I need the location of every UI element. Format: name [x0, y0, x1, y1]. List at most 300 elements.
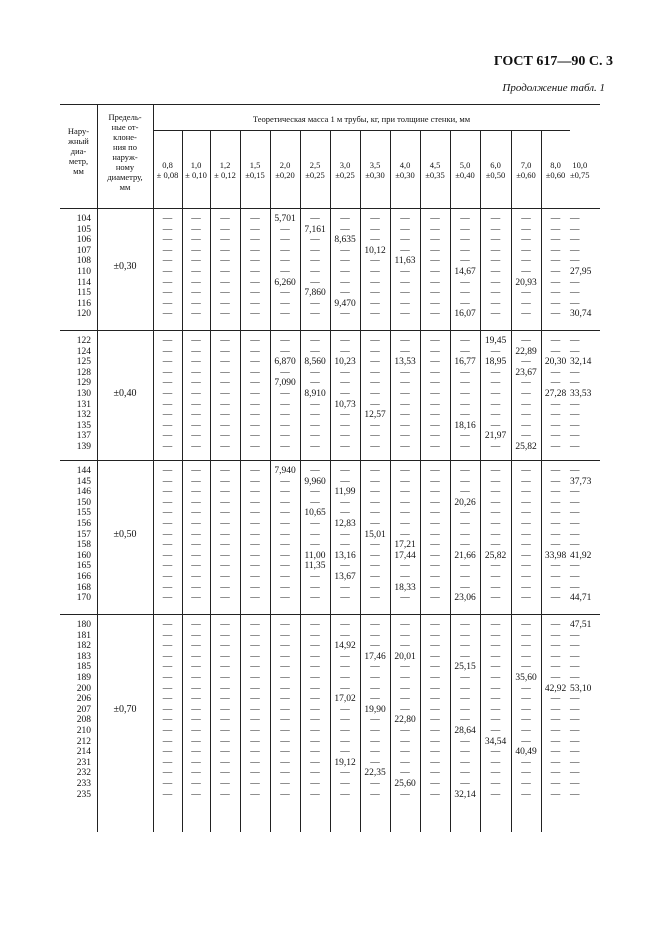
table-cell: —: [340, 466, 350, 476]
table-cell: —: [191, 245, 201, 256]
table-cell: —: [370, 757, 380, 768]
table-cell: 13,53: [394, 357, 416, 368]
wall-thickness-value: 0,8: [162, 160, 173, 170]
table-cell: —: [250, 245, 260, 256]
table-cell: —: [340, 651, 350, 662]
table-cell: —: [490, 476, 501, 487]
table-cell: 18,33: [394, 582, 416, 593]
table-cell: —: [490, 620, 501, 630]
table-cell: —: [162, 399, 173, 410]
table-cell: —: [430, 399, 440, 410]
table-cell: —: [490, 694, 501, 705]
table-cell: —: [400, 298, 410, 309]
table-cell: —: [400, 620, 410, 630]
table-cell: —: [400, 224, 410, 235]
table-cell: —: [570, 540, 580, 551]
table-cell: —: [430, 662, 440, 673]
table-cell: —: [310, 214, 320, 224]
table-cell: —: [490, 367, 501, 378]
table-cell: —: [490, 593, 501, 604]
table-cell: —: [162, 508, 173, 519]
table-cell: 11,35: [304, 561, 326, 572]
table-cell: —: [220, 378, 230, 389]
table-cell: —: [370, 519, 380, 529]
table-cell: —: [220, 267, 230, 277]
table-cell: —: [162, 593, 173, 604]
diameter-column-header: [60, 126, 97, 176]
table-cell: —: [400, 277, 410, 288]
table-cell: —: [550, 476, 561, 487]
table-cell: —: [340, 267, 350, 277]
table-cell: —: [430, 630, 440, 641]
table-cell: —: [340, 277, 350, 288]
table-cell: —: [250, 582, 260, 593]
table-cell: 8,910: [304, 389, 326, 399]
table-cell: —: [460, 572, 470, 582]
table-cell: —: [250, 540, 260, 551]
table-cell: 41,92: [570, 550, 592, 561]
table-cell: —: [340, 673, 350, 683]
wall-thickness-value: 1,0: [190, 160, 202, 170]
table-cell: —: [191, 683, 201, 694]
table-cell: —: [162, 256, 173, 267]
table-cell: —: [460, 235, 470, 246]
table-cell: —: [460, 288, 470, 299]
table-cell: —: [191, 476, 201, 487]
table-cell: —: [521, 256, 531, 267]
table-cell: —: [250, 768, 260, 779]
table-cell: —: [220, 651, 230, 662]
table-cell: —: [162, 389, 173, 399]
table-cell: —: [220, 245, 230, 256]
table-cell: —: [430, 715, 440, 726]
table-cell: —: [370, 298, 380, 309]
table-cell: —: [370, 442, 380, 452]
table-cell: —: [490, 630, 501, 641]
table-cell: —: [280, 572, 290, 582]
table-cell: —: [220, 715, 230, 726]
table-cell: 30,74: [570, 309, 592, 320]
table-cell: —: [430, 641, 440, 652]
table-top-border: [60, 104, 600, 105]
table-cell: —: [550, 367, 561, 378]
table-cell: 22,89: [515, 346, 537, 357]
table-cell: —: [250, 298, 260, 309]
table-cell: —: [162, 529, 173, 540]
table-cell: —: [490, 508, 501, 519]
table-cell: —: [191, 508, 201, 519]
table-cell: —: [370, 336, 380, 346]
table-cell: —: [370, 256, 380, 267]
table-cell: —: [250, 309, 260, 320]
header-line: наруж-: [112, 152, 138, 162]
table-cell: —: [250, 757, 260, 768]
table-cell: —: [280, 288, 290, 299]
table-cell: —: [191, 540, 201, 551]
table-cell: —: [521, 736, 531, 747]
table-cell: —: [310, 768, 320, 779]
table-cell: —: [430, 497, 440, 508]
table-cell: —: [250, 267, 260, 277]
table-cell: —: [430, 540, 440, 551]
table-cell: —: [310, 715, 320, 726]
table-cell: —: [550, 508, 561, 519]
table-cell: —: [280, 630, 290, 641]
table-cell: 19,90: [364, 704, 386, 715]
table-cell: —: [250, 288, 260, 299]
table-cell: —: [310, 431, 320, 442]
table-cell: —: [521, 519, 531, 529]
table-cell: —: [460, 651, 470, 662]
table-cell: —: [521, 298, 531, 309]
table-cell: —: [400, 245, 410, 256]
wall-thickness-header: [240, 160, 270, 180]
table-cell: —: [191, 572, 201, 582]
table-cell: —: [550, 593, 561, 604]
table-cell: 33,53: [570, 389, 592, 399]
table-cell: —: [191, 298, 201, 309]
table-cell: —: [280, 245, 290, 256]
table-cell: —: [570, 651, 580, 662]
table-cell: —: [162, 651, 173, 662]
table-cell: —: [521, 694, 531, 705]
table-cell: —: [162, 757, 173, 768]
wall-thickness-value: 1,2: [219, 160, 231, 170]
table-cell: 32,14: [454, 789, 476, 800]
table-cell: 28,64: [454, 726, 476, 736]
table-cell: —: [162, 582, 173, 593]
table-cell: —: [490, 442, 501, 452]
table-cell: 23,06: [454, 593, 476, 604]
table-cell: —: [220, 367, 230, 378]
table-cell: —: [162, 572, 173, 582]
wall-thickness-tolerance: ±0,15: [245, 170, 265, 180]
table-cell: —: [400, 442, 410, 452]
table-cell: —: [430, 694, 440, 705]
table-cell: —: [191, 519, 201, 529]
wall-thickness-value: 5,0: [459, 160, 471, 170]
table-cell: —: [550, 540, 561, 551]
table-cell: —: [370, 224, 380, 235]
table-cell: —: [220, 736, 230, 747]
table-cell: —: [220, 487, 230, 498]
table-cell: —: [191, 747, 201, 758]
table-cell: —: [220, 214, 230, 224]
table-cell: —: [220, 620, 230, 630]
table-cell: 7,161: [304, 224, 326, 235]
table-cell: —: [460, 245, 470, 256]
table-cell: —: [162, 466, 173, 476]
table-cell: —: [460, 768, 470, 779]
table-cell: —: [570, 715, 580, 726]
table-cell: —: [250, 466, 260, 476]
table-cell: —: [340, 747, 350, 758]
table-cell: —: [340, 582, 350, 593]
table-cell: —: [370, 736, 380, 747]
table-cell: —: [430, 757, 440, 768]
wall-thickness-tolerance: ±0,30: [365, 170, 385, 180]
table-cell: —: [191, 214, 201, 224]
table-cell: —: [370, 466, 380, 476]
table-cell: —: [550, 789, 561, 800]
table-cell: —: [521, 593, 531, 604]
table-cell: —: [280, 768, 290, 779]
table-cell: —: [310, 673, 320, 683]
table-cell: —: [250, 378, 260, 389]
table-cell: —: [340, 540, 350, 551]
table-cell: —: [280, 235, 290, 246]
table-cell: —: [220, 288, 230, 299]
table-cell: —: [162, 367, 173, 378]
table-cell: —: [400, 572, 410, 582]
table-cell: —: [550, 224, 561, 235]
table-cell: —: [162, 487, 173, 498]
table-cell: —: [370, 508, 380, 519]
table-cell: —: [250, 256, 260, 267]
table-cell: —: [521, 757, 531, 768]
table-cell: —: [430, 442, 440, 452]
table-cell: 8,560: [304, 357, 326, 368]
table-cell: —: [400, 476, 410, 487]
table-cell: 10,23: [334, 357, 356, 368]
table-cell: —: [570, 346, 580, 357]
table-cell: 40,49: [515, 747, 537, 758]
table-cell: —: [370, 726, 380, 736]
table-cell: 16,77: [454, 357, 476, 368]
table-cell: —: [191, 336, 201, 346]
header-line: ния по: [113, 142, 137, 152]
table-cell: —: [162, 550, 173, 561]
table-cell: —: [430, 277, 440, 288]
table-cell: —: [550, 779, 561, 789]
table-cell: —: [430, 582, 440, 593]
table-cell: 6,870: [274, 357, 296, 368]
table-cell: —: [370, 582, 380, 593]
table-cell: —: [340, 256, 350, 267]
table-cell: —: [430, 768, 440, 779]
wall-thickness-header: [511, 160, 541, 180]
table-cell: 53,10: [570, 683, 592, 694]
table-cell: —: [280, 420, 290, 431]
table-cell: —: [280, 431, 290, 442]
table-cell: —: [550, 757, 561, 768]
table-cell: —: [400, 747, 410, 758]
table-cell: —: [490, 245, 501, 256]
table-cell: —: [250, 224, 260, 235]
table-cell: —: [250, 704, 260, 715]
table-cell: —: [550, 704, 561, 715]
table-cell: —: [340, 214, 350, 224]
table-cell: —: [370, 683, 380, 694]
table-cell: —: [191, 357, 201, 368]
table-cell: —: [280, 736, 290, 747]
diameter-list: 180 181 182 183 185 189 200 206 207 208 210 212 214 231 232 233 235: [76, 620, 91, 800]
table-cell: —: [490, 497, 501, 508]
table-cell: —: [400, 726, 410, 736]
table-cell: —: [191, 779, 201, 789]
table-cell: —: [250, 630, 260, 641]
table-cell: —: [400, 641, 410, 652]
table-cell: —: [220, 357, 230, 368]
table-cell: —: [490, 540, 501, 551]
table-cell: —: [370, 550, 380, 561]
table-cell: —: [280, 540, 290, 551]
table-cell: —: [460, 561, 470, 572]
table-cell: —: [400, 529, 410, 540]
table-cell: —: [220, 768, 230, 779]
table-cell: —: [370, 641, 380, 652]
table-cell: —: [550, 497, 561, 508]
table-cell: 9,470: [334, 298, 356, 309]
table-cell: —: [191, 399, 201, 410]
table-cell: —: [430, 704, 440, 715]
table-cell: —: [430, 298, 440, 309]
table-cell: —: [162, 235, 173, 246]
table-cell: —: [430, 214, 440, 224]
table-cell: —: [550, 346, 561, 357]
table-cell: —: [550, 529, 561, 540]
table-continuation-caption: Продолжение табл. 1: [502, 82, 605, 94]
table-cell: 17,21: [394, 540, 416, 551]
wall-thickness-header: [153, 160, 182, 180]
table-cell: —: [280, 757, 290, 768]
tolerance-column-header: [97, 112, 153, 192]
table-cell: —: [430, 476, 440, 487]
table-cell: —: [162, 683, 173, 694]
table-cell: —: [400, 593, 410, 604]
table-cell: —: [162, 277, 173, 288]
table-cell: —: [460, 757, 470, 768]
table-cell: 35,60: [515, 673, 537, 683]
table-cell: —: [570, 519, 580, 529]
table-cell: —: [370, 389, 380, 399]
table-cell: —: [191, 789, 201, 800]
table-cell: —: [430, 420, 440, 431]
table-cell: —: [250, 346, 260, 357]
table-cell: —: [250, 214, 260, 224]
table-cell: —: [162, 789, 173, 800]
table-cell: —: [191, 378, 201, 389]
table-cell: —: [340, 593, 350, 604]
table-cell: —: [521, 235, 531, 246]
table-cell: —: [550, 298, 561, 309]
table-cell: —: [250, 715, 260, 726]
table-cell: —: [280, 508, 290, 519]
table-cell: —: [490, 561, 501, 572]
table-cell: —: [191, 367, 201, 378]
table-cell: —: [250, 694, 260, 705]
table-cell: —: [400, 497, 410, 508]
table-cell: —: [280, 309, 290, 320]
table-cell: —: [370, 497, 380, 508]
table-cell: 11,99: [334, 487, 356, 498]
table-cell: —: [570, 277, 580, 288]
table-cell: —: [191, 224, 201, 235]
table-cell: —: [220, 593, 230, 604]
table-cell: —: [490, 420, 501, 431]
table-cell: 9,960: [304, 476, 326, 487]
table-cell: —: [162, 726, 173, 736]
table-cell: —: [490, 410, 501, 421]
diameter-tolerance: ±0,30: [113, 261, 137, 272]
table-cell: —: [521, 662, 531, 673]
wall-thickness-value: 2,0: [279, 160, 291, 170]
table-cell: —: [570, 630, 580, 641]
table-cell: —: [220, 550, 230, 561]
table-cell: 10,12: [364, 245, 386, 256]
table-cell: —: [310, 399, 320, 410]
table-cell: —: [370, 540, 380, 551]
table-cell: —: [550, 768, 561, 779]
wall-thickness-tolerance: ±0,30: [395, 170, 415, 180]
table-cell: —: [280, 367, 290, 378]
table-cell: —: [220, 420, 230, 431]
table-cell: —: [191, 630, 201, 641]
wall-thickness-value: 3,5: [369, 160, 381, 170]
table-cell: —: [460, 410, 470, 421]
table-cell: —: [280, 519, 290, 529]
table-cell: —: [521, 410, 531, 421]
table-cell: —: [340, 715, 350, 726]
table-cell: —: [521, 641, 531, 652]
table-cell: —: [370, 779, 380, 789]
table-cell: —: [191, 389, 201, 399]
table-cell: —: [550, 245, 561, 256]
table-cell: —: [310, 378, 320, 389]
table-cell: —: [162, 357, 173, 368]
table-cell: —: [310, 789, 320, 800]
table-cell: —: [370, 593, 380, 604]
table-cell: —: [162, 378, 173, 389]
table-cell: —: [460, 399, 470, 410]
table-cell: —: [460, 367, 470, 378]
table-cell: —: [521, 572, 531, 582]
table-cell: —: [162, 641, 173, 652]
table-cell: —: [490, 346, 501, 357]
table-cell: —: [340, 245, 350, 256]
table-cell: —: [400, 336, 410, 346]
table-cell: —: [370, 399, 380, 410]
table-cell: 20,30: [544, 357, 567, 368]
table-cell: —: [400, 508, 410, 519]
table-cell: —: [550, 736, 561, 747]
table-cell: —: [191, 704, 201, 715]
table-cell: —: [162, 704, 173, 715]
table-cell: —: [550, 256, 561, 267]
diameter-tolerance: ±0,40: [113, 388, 137, 400]
table-cell: —: [400, 561, 410, 572]
table-cell: —: [430, 410, 440, 421]
table-cell: —: [162, 519, 173, 529]
table-cell: —: [310, 662, 320, 673]
table-cell: —: [280, 487, 290, 498]
table-cell: —: [250, 620, 260, 630]
table-cell: —: [400, 694, 410, 705]
table-cell: —: [370, 431, 380, 442]
table-cell: —: [430, 508, 440, 519]
wall-thickness-tolerance: ±0,60: [516, 170, 536, 180]
table-cell: —: [521, 683, 531, 694]
table-cell: —: [490, 235, 501, 246]
table-cell: —: [162, 288, 173, 299]
table-cell: —: [370, 561, 380, 572]
table-cell: 25,15: [454, 662, 476, 673]
table-cell: —: [490, 267, 501, 277]
table-cell: —: [430, 256, 440, 267]
table-cell: —: [191, 662, 201, 673]
mass-table: [60, 104, 600, 832]
table-cell: —: [280, 582, 290, 593]
